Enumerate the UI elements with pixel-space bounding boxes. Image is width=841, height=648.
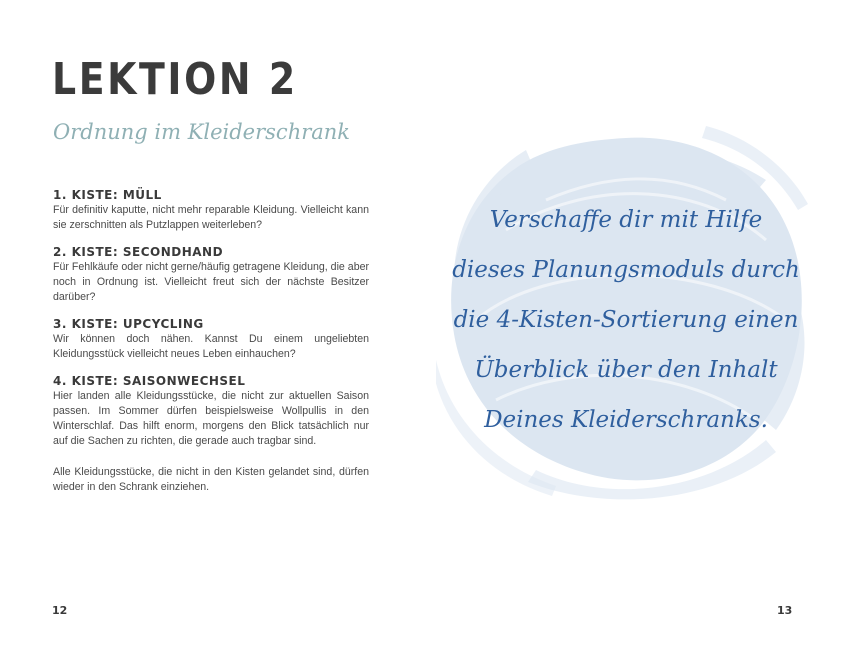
closing-paragraph: Alle Kleidungsstücke, die nicht in den Kisten gelandet sind, dürfen wieder in den Schrank einziehen. (53, 466, 369, 493)
section-heading: 1. KISTE: MÜLL (53, 188, 162, 202)
right-page (420, 0, 840, 648)
section-heading: 2. KISTE: SECONDHAND (53, 245, 224, 259)
section-box-3 (53, 317, 369, 362)
left-page (0, 0, 420, 648)
page-number-right: 13 (777, 604, 793, 617)
section-box-1 (53, 188, 369, 233)
quote-line: Verschaffe dir mit Hilfe (489, 207, 763, 233)
section-heading: 3. KISTE: UPCYCLING (53, 317, 204, 331)
section-body: Für definitiv kaputte, nicht mehr reparable Kleidung. Vielleicht kann sie zerschnitten als Putzlappen weiterleben? (53, 204, 369, 231)
lesson-title: LEKTION 2 (52, 54, 298, 105)
section-box-4 (53, 374, 369, 449)
page-number-left: 12 (52, 604, 68, 617)
section-body: Wir können doch nähen. Kannst Du einem ungeliebten Kleidungsstück vielleicht neues Leben einhauchen? (53, 333, 369, 360)
motivational-quote (440, 195, 812, 445)
lesson-subtitle: Ordnung im Kleiderschrank (53, 120, 351, 144)
quote-line: Überblick über den Inhalt (474, 357, 778, 383)
quote-line: die 4-Kisten-Sortierung einen (453, 307, 799, 333)
section-body: Für Fehlkäufe oder nicht gerne/häufig getragene Kleidung, die aber noch in Ordnung ist. Vielleicht freut sich der nächste Besitzer darüber? (53, 261, 369, 303)
quote-line: dieses Planungsmoduls durch (452, 257, 800, 283)
box-sections (53, 188, 369, 495)
section-heading: 4. KISTE: SAISONWECHSEL (53, 374, 246, 388)
quote-line: Deines Kleiderschranks. (484, 407, 768, 433)
section-box-2 (53, 245, 369, 305)
section-body: Hier landen alle Kleidungsstücke, die nicht zur aktuellen Saison passen. Im Sommer dürfen beispielsweise Wollpullis in den Winterschlaf. Das hilft enorm, morgens den Blick tatsächlich nur auf die Sachen zu richten, die gerade auch tragbar sind. (53, 390, 369, 447)
